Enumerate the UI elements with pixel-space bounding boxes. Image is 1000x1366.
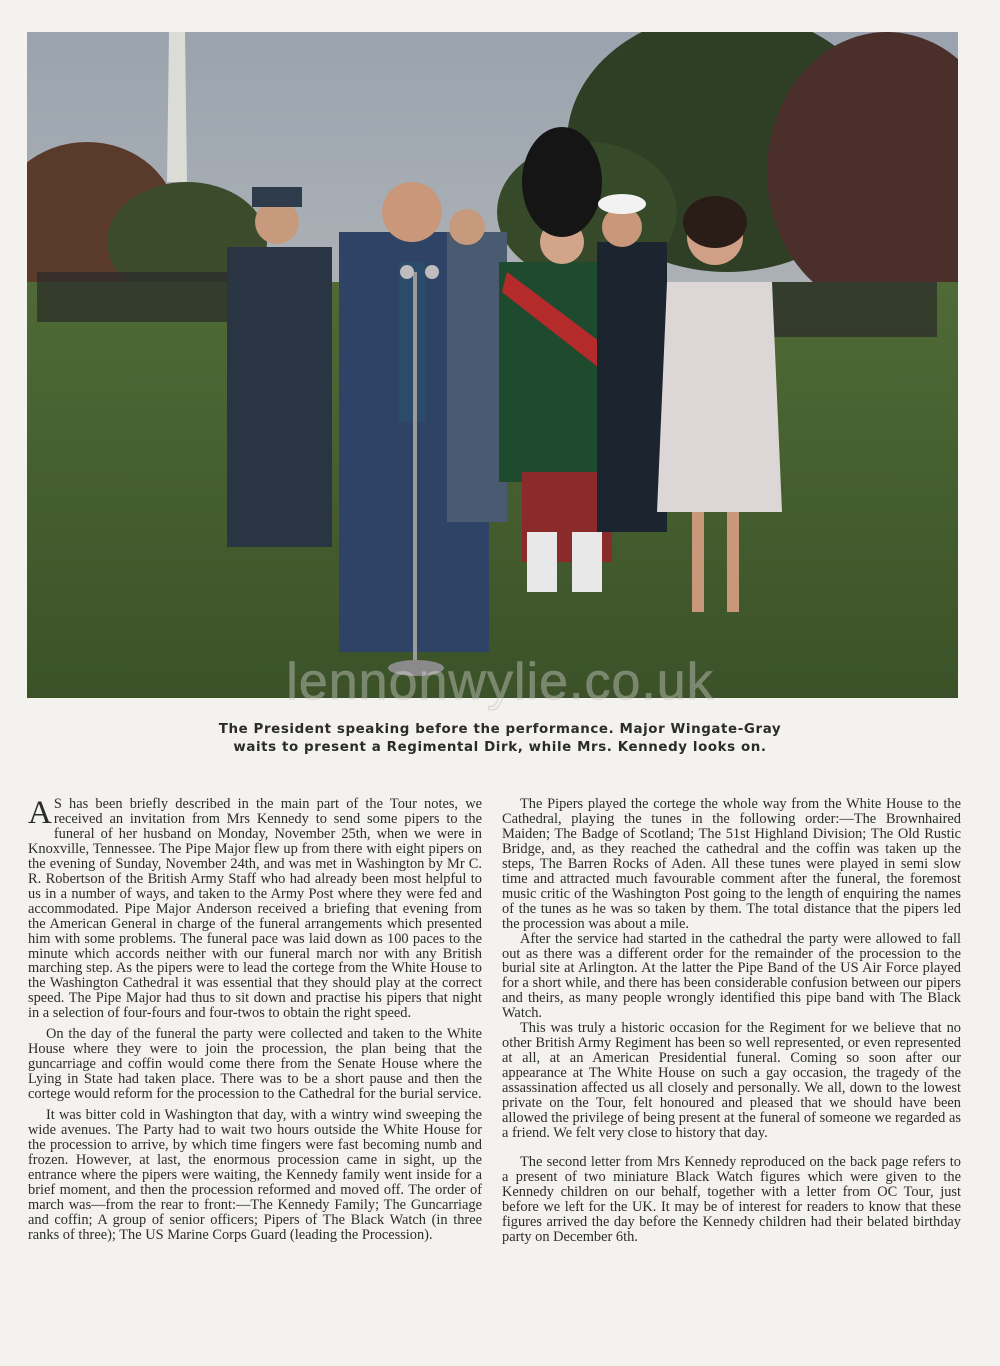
article-paragraph: The Pipers played the cortege the whole way from the White House to the Cathedral, playing the tunes in the following order:—The Brownhaired Maiden; The Badge of Scotland; The 51st Highland Division; The Old Rustic Bridge, and, as they reached the cathedral and the coffin was taken up the steps, The Barren Rocks of Aden. All these tunes were played in semi slow time and attracted much favourable comment after the funeral, the foremost music critic of the Washington Post going to the length of enquiring the names of the tunes as he was so taken by them. The total distance that the pipers led the procession was about a mile. — [502, 796, 961, 932]
drop-cap: A — [28, 795, 52, 831]
article-paragraph: It was bitter cold in Washington that day, with a wintry wind sweeping the wide avenues. The Party had to wait two hours outside the White House for the procession to arrive, by which time fingers were fast becoming numb and frozen. However, at last, the enormous procession came in sight, up the entrance where the pipers were waiting, the Kennedy family went inside for a brief moment, and then the procession reformed and moved off. The order of march was—from the rear to front:—The Kennedy Family; The Guncarriage and coffin; A group of senior officers; Pipers of The Black Watch (in three ranks of three); The US Marine Corps Guard (leading the Procession). — [28, 1107, 482, 1243]
article-paragraph: On the day of the funeral the party were collected and taken to the White House where they were to join the procession, the plan being that the guncarriage and coffin would come there from the Senate House where the Lying in State had taken place. There was to be a short pause and then the cortege would reform for the procession to the Cathedral for the burial service. — [28, 1026, 482, 1103]
photo-caption — [120, 721, 880, 757]
photo-president-speaking — [27, 32, 958, 698]
watermark: lennonwylie.co.uk — [286, 653, 714, 711]
paragraph-text: S has been briefly described in the main part of the Tour notes, we received an invitation from Mrs Kennedy to send some pipers to the funeral of her husband on Monday, November 25th, when we were in Knoxville, Tennessee. The Pipe Major flew up from there with eight pipers on the evening of Sunday, November 24th, and was met in Washington by Mr C. R. Robertson of the British Army Staff who had already been most helpful to us in a number of ways, and taken to the Army Post where they were fed and accommodated. Pipe Major Anderson received a briefing that evening from the American General in charge of the funeral arrangements which presented him with some problems. The funeral pace was laid down as 100 paces to the minute which accords neither with our funeral march nor with any British marching step. As the pipers were to lead the cortege from the White House to the Washington Cathedral it was essential that they should play at the correct speed. The Pipe Major had thus to sit down and practise his pipers that night in a selection of four-fours and four-twos to obtain the right speed. — [28, 796, 482, 1022]
article-paragraph: This was truly a historic occasion for the Regiment for we believe that no other British Army Regiment has been so well represented, or even represented at all, at an American Presidential funeral. Coming so soon after our appearance at The White House on such a gay occasion, the tragedy of the assassination affected us all closely and personally. We all, down to the lowest private on the Tour, felt honoured and pleased that we should have been allowed the privilege of being present at the funeral of someone we regarded as a friend. We felt very close to history that day. — [502, 1020, 961, 1141]
caption-line-2: waits to present a Regimental Dirk, while Mrs. Kennedy looks on. — [233, 740, 767, 755]
photo-illustration — [27, 32, 958, 698]
article-column-right — [502, 797, 961, 1245]
article-paragraph: After the service had started in the cathedral the party were allowed to fall out as there was a different order for the remainder of the procession to the burial site at Arlington. At the latter the Pipe Band of the US Air Force played for a short while, and there has been considerable confusion between our pipers and theirs, as many people wrongly identified this pipe band with The Black Watch. — [502, 930, 961, 1022]
caption-line-1: The President speaking before the performance. Major Wingate-Gray — [218, 722, 782, 737]
article-paragraph — [28, 797, 482, 1021]
article-column-left — [28, 797, 482, 1243]
article-paragraph: The second letter from Mrs Kennedy reproduced on the back page refers to a present of two miniature Black Watch figures which were given to the Kennedy children on our behalf, together with a letter from OC Tour, just before we left for the UK. It may be of interest for readers to know that these figures arrived the day before the Kennedy children had their belated birthday party on December 6th. — [502, 1153, 961, 1245]
